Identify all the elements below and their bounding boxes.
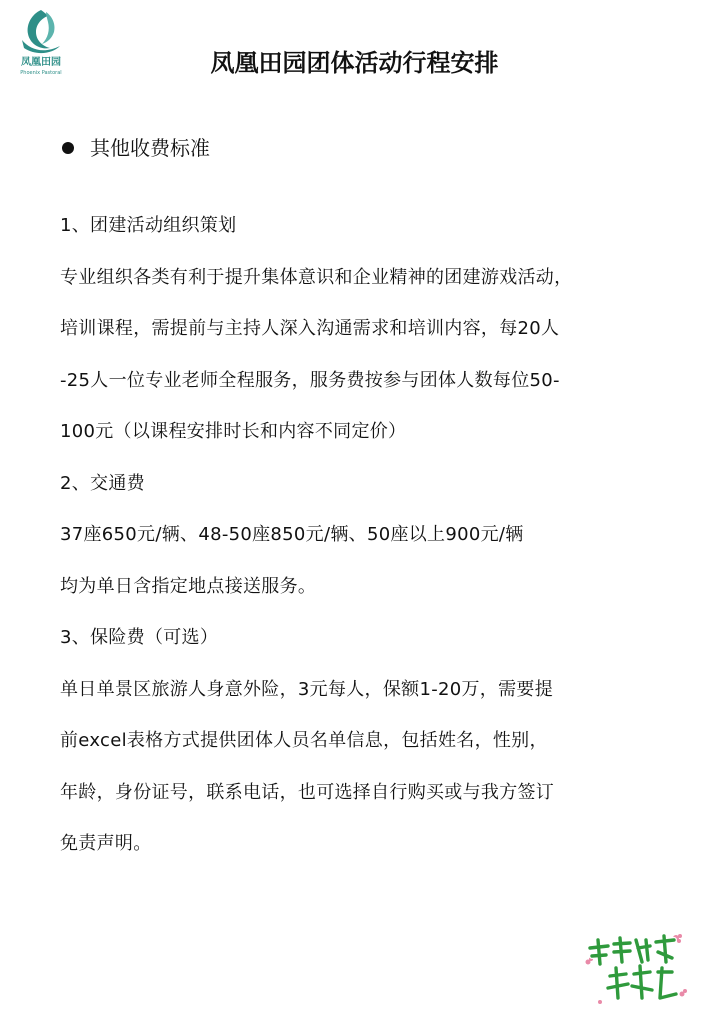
paragraph-line: 均为单日含指定地点接送服务。	[60, 575, 317, 597]
paragraph-line: 100元（以课程安排时长和内容不同定价）	[60, 421, 407, 442]
paragraph-line: 专业组织各类有利于提升集体意识和企业精神的团建游戏活动，	[60, 266, 573, 288]
item-2-heading: 2、交通费	[60, 472, 145, 494]
paragraph-line: -25人一位专业老师全程服务，服务费按参与团体人数每位50-	[60, 369, 560, 391]
logo-subtitle: Phoenix Pastoral	[20, 70, 62, 76]
section-heading-text: 其他收费标准	[90, 136, 210, 160]
paragraph-line: 培训课程，需提前与主持人深入沟通需求和培训内容，每20人	[60, 318, 560, 339]
paragraph-line: 免责声明。	[60, 833, 152, 854]
section-heading	[60, 133, 210, 163]
document-title: 凤凰田园团体活动行程安排	[210, 49, 499, 77]
paragraph-line: 年龄，身份证号，联系电话，也可选择自行购买或与我方签订	[60, 781, 555, 803]
paragraph-line: 37座650元/辆、48-50座850元/辆、50座以上900元/辆	[60, 524, 524, 545]
logo-title: 凤凰田园	[21, 57, 61, 68]
greeting-stamp-icon	[580, 928, 695, 1010]
paragraph-line: 单日单景区旅游人身意外险，3元每人，保额1-20万，需要提	[60, 678, 554, 700]
bullet-icon	[62, 142, 74, 154]
decorative-stamp	[580, 928, 695, 1010]
paragraph-line: 前excel表格方式提供团体人员名单信息，包括姓名，性别，	[60, 730, 548, 751]
item-1-heading: 1、团建活动组织策划	[60, 215, 237, 236]
document-body	[60, 200, 660, 870]
item-3-heading: 3、保险费（可选）	[60, 627, 219, 648]
